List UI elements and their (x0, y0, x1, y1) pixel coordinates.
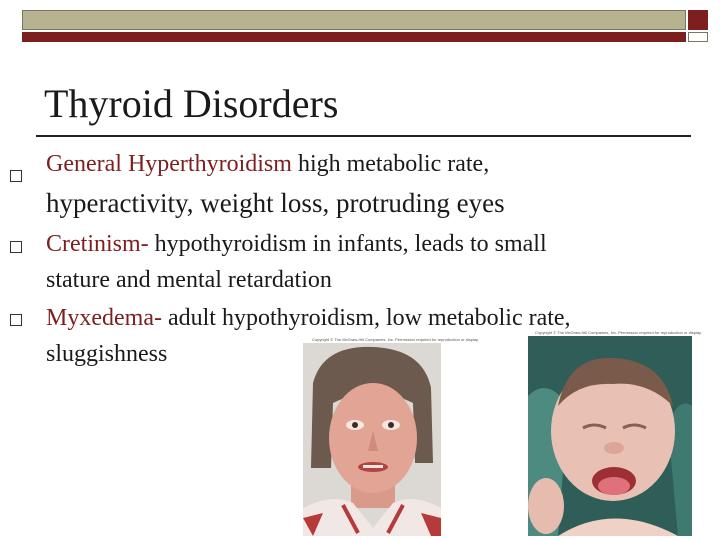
top-bar-square-outline (688, 32, 708, 42)
bullet-text: hypothyroidism in infants, leads to small (154, 231, 547, 257)
bullet-term: Cretinism- (46, 231, 149, 257)
bullet-square-icon (10, 170, 22, 182)
slide-title: Thyroid Disorders (44, 81, 339, 126)
bullet-hyperthyroidism (46, 146, 686, 221)
bullet-text: high metabolic rate, (297, 151, 490, 177)
bullet-text: hyperactivity, weight loss, protruding eyes (46, 188, 505, 218)
myxedema-adult-photo (303, 343, 441, 536)
bullet-square-icon (10, 241, 22, 253)
bullet-text: sluggishness (46, 341, 168, 367)
top-bar-maroon (22, 32, 686, 42)
title-underline (36, 135, 691, 137)
bullet-term: General Hyperthyroidism (46, 151, 292, 177)
top-bar-square-maroon (688, 10, 708, 30)
bullet-cretinism (46, 226, 686, 298)
bullet-square-icon (10, 314, 22, 326)
cretinism-infant-photo (528, 336, 692, 536)
top-bar-olive (22, 10, 686, 30)
bullet-text: adult hypothyroidism, low metabolic rate, (167, 305, 571, 331)
top-decorative-bar (22, 10, 708, 42)
bullet-text: stature and mental retardation (46, 267, 332, 293)
bullet-term: Myxedema- (46, 305, 162, 331)
photo-credit: Copyright © The McGraw-Hill Companies, Inc. Permission required for reproduction or display. (312, 337, 479, 342)
myxedema-face-image (303, 343, 441, 536)
cretinism-infant-image (528, 336, 692, 536)
photo-credit: Copyright © The McGraw-Hill Companies, Inc. Permission required for reproduction or display. (535, 330, 702, 335)
